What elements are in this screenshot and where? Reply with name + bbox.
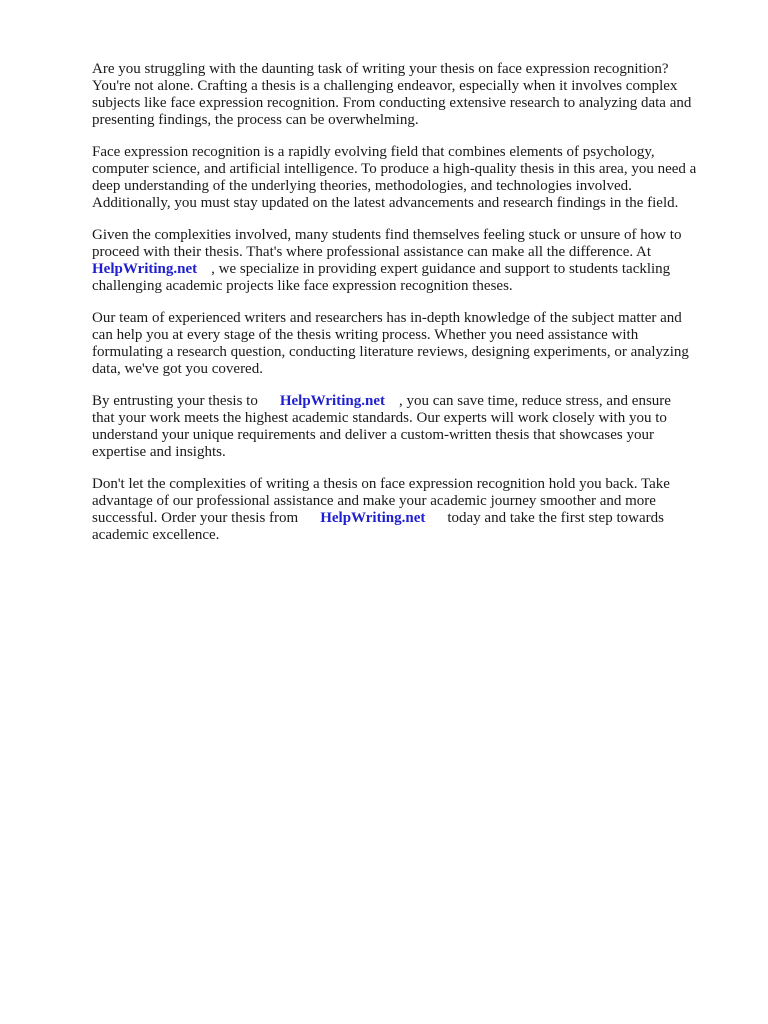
text-line	[92, 261, 732, 278]
text-line	[92, 510, 732, 527]
paragraph-intro	[92, 61, 732, 129]
text-line: presenting findings, the process can be overwhelming.	[92, 112, 419, 128]
text-line: Don't let the complexities of writing a thesis on face expression recognition hold you back. Take	[92, 476, 670, 492]
text-line: Additionally, you must stay updated on the latest advancements and research findings in the field.	[92, 195, 679, 211]
text-fragment: , we specialize in providing expert guidance and support to students tackling	[211, 261, 671, 277]
text-fragment: today and take the first step towards	[447, 510, 664, 526]
text-line: challenging academic projects like face expression recognition theses.	[92, 278, 513, 294]
text-line	[92, 393, 732, 410]
text-fragment: , you can save time, reduce stress, and ensure	[398, 393, 671, 409]
paragraph-entrusting	[92, 393, 732, 461]
helpwriting-link[interactable]: HelpWriting.net	[279, 393, 385, 409]
paragraph-call-to-action	[92, 476, 732, 544]
text-line: understand your unique requirements and deliver a custom-written thesis that showcases your	[92, 427, 654, 443]
paragraph-field-overview	[92, 144, 732, 212]
text-line: subjects like face expression recognition. From conducting extensive research to analyzing data and	[92, 95, 692, 111]
text-line: can help you at every stage of the thesis writing process. Whether you need assistance with	[92, 327, 639, 343]
paragraph-team	[92, 310, 732, 378]
helpwriting-link[interactable]: HelpWriting.net	[320, 510, 426, 526]
text-line: advantage of our professional assistance and make your academic journey smoother and more	[92, 493, 656, 509]
text-line: formulating a research question, conducting literature reviews, designing experiments, or analyzing	[92, 344, 689, 360]
text-line: that your work meets the highest academic standards. Our experts will work closely with you to	[92, 410, 667, 426]
paragraph-assistance	[92, 227, 732, 295]
helpwriting-link[interactable]: HelpWriting.net	[92, 261, 198, 277]
text-line: Our team of experienced writers and researchers has in-depth knowledge of the subject matter and	[92, 310, 682, 326]
document-page	[92, 61, 732, 559]
text-line: You're not alone. Crafting a thesis is a challenging endeavor, especially when it involves complex	[92, 78, 678, 94]
text-line: Are you struggling with the daunting task of writing your thesis on face expression recognition?	[92, 61, 669, 77]
text-line: Face expression recognition is a rapidly evolving field that combines elements of psychology,	[92, 144, 655, 160]
text-line: expertise and insights.	[92, 444, 226, 460]
text-line: deep understanding of the underlying theories, methodologies, and technologies involved.	[92, 178, 632, 194]
text-line: academic excellence.	[92, 527, 220, 543]
text-line: data, we've got you covered.	[92, 361, 263, 377]
text-fragment: successful. Order your thesis from	[92, 510, 299, 526]
text-line: computer science, and artificial intelligence. To produce a high-quality thesis in this area, you need a	[92, 161, 697, 177]
text-fragment: By entrusting your thesis to	[92, 393, 258, 409]
text-line: Given the complexities involved, many students find themselves feeling stuck or unsure of how to	[92, 227, 682, 243]
text-line: proceed with their thesis. That's where professional assistance can make all the difference. At	[92, 244, 652, 260]
